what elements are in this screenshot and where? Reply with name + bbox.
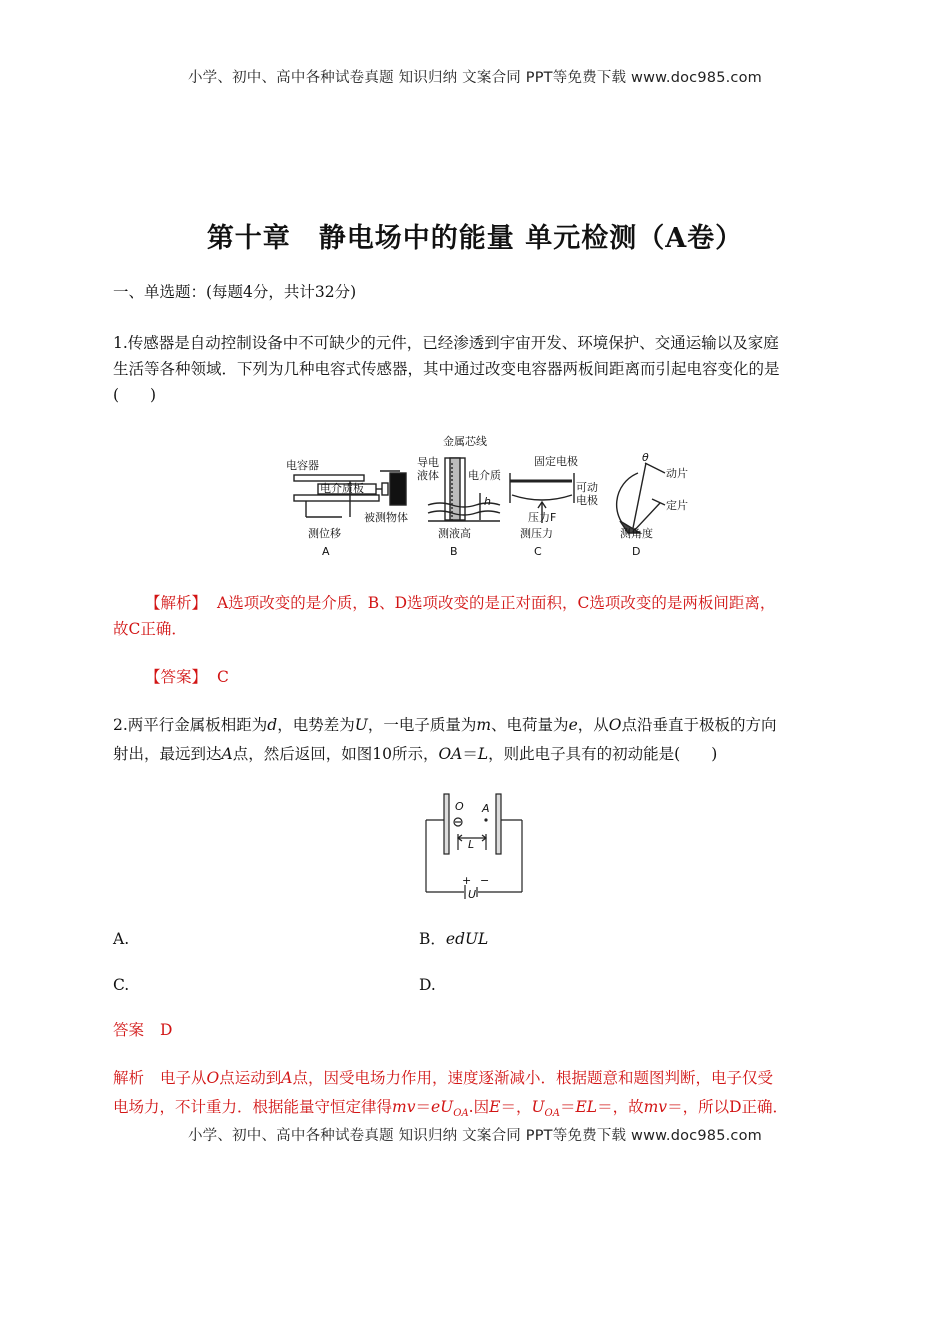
q2-stem-line2: 射出，最远到达A点，然后返回，如图10所示，OA＝L，则此电子具有的初动能是( ) (113, 745, 718, 763)
fig-d-letter: D (632, 545, 641, 558)
q1-analysis-tag: 【解析】 (145, 594, 208, 612)
q2-option-a: A. (113, 930, 130, 948)
q2-option-b: B．edUL (419, 930, 489, 948)
fig-d-label-fixed: 定片 (666, 499, 688, 512)
q1-figure (280, 433, 700, 563)
fig-b-label-liquid-1: 导电 (417, 456, 439, 469)
q1-stem-line2: 生活等各种领域．下列为几种电容式传感器，其中通过改变电容器两板间距离而引起电容变化的是 (113, 360, 780, 378)
fig-a-label-dielectric: 电介质板 (320, 482, 364, 495)
section-heading: 一、单选题：(每题4分，共计32分) (113, 283, 357, 301)
fig-c-letter: C (534, 545, 542, 558)
q2-analysis-line2: 电场力，不计重力．根据能量守恒定律得$mv=eU_{OA}$.因E＝，$U_{OA}=EL=$，故mv＝，所以D正确． (113, 1098, 788, 1120)
q2-fig-label-o: O (455, 800, 464, 813)
q2-fig-label-minus: − (480, 874, 490, 887)
fig-b-label-liquid-2: 液体 (417, 469, 439, 482)
q2-option-d: D. (419, 976, 436, 994)
fig-c-label-force: 压力F (528, 511, 557, 524)
fig-b-label-core: 金属芯线 (443, 435, 487, 448)
fig-b-caption: 测液高 (438, 527, 471, 540)
q1-stem-line3: ( ) (113, 386, 157, 404)
fig-a-caption: 测位移 (308, 527, 341, 540)
q2-fig-label-plus: + (462, 874, 472, 887)
q2-answer: 答案 D (113, 1021, 173, 1039)
q1-analysis-line1 (145, 590, 775, 616)
fig-c-caption: 测压力 (520, 527, 553, 540)
q1-analysis-line2: 故C正确． (113, 620, 187, 638)
fig-a-label-object: 被测物体 (364, 511, 408, 524)
q2-fig-label-l: L (468, 838, 475, 851)
fig-c-label-movable-1: 可动 (576, 481, 598, 494)
fig-c-label-fixed: 固定电极 (534, 455, 578, 468)
q1-stem-line1: 1.传感器是自动控制设备中不可缺少的元件，已经渗透到宇宙开发、环境保护、交通运输以及家庭 (113, 334, 779, 352)
page-header: 小学、初中、高中各种试卷真题 知识归纳 文案合同 PPT等免费下载 www.doc985.com (187, 70, 763, 86)
q2-option-c: C. (113, 976, 130, 994)
fig-c-label-movable-2: 电极 (576, 494, 598, 507)
q2-stem-line1: 2.两平行金属板相距为d，电势差为U，一电子质量为m、电荷量为e，从O点沿垂直于极板的方向 (113, 716, 777, 734)
fig-b-label-dielectric: 电介质 (468, 469, 501, 482)
fig-d-label-moving: 动片 (666, 467, 688, 480)
fig-a-label-capacitor: 电容器 (286, 459, 319, 472)
fig-d-caption: 测角度 (620, 527, 653, 540)
page-title: 第十章 静电场中的能量 单元检测（A卷） (206, 223, 744, 254)
q1-answer-tag: 【答案】 (145, 668, 208, 686)
q2-figure (420, 788, 530, 900)
fig-a-letter: A (322, 545, 330, 558)
q2-analysis-line1: 解析 电子从O点运动到A点，因受电场力作用，速度逐渐减小．根据题意和题图判断，电子仅受 (113, 1069, 773, 1087)
fig-b-letter: B (450, 545, 458, 558)
q2-fig-label-u: U (468, 888, 477, 900)
q1-answer-value: C (217, 668, 229, 686)
page-footer: 小学、初中、高中各种试卷真题 知识归纳 文案合同 PPT等免费下载 www.doc985.com (187, 1128, 763, 1144)
q1-analysis-text: A选项改变的是介质，B、D选项改变的是正对面积，C选项改变的是两板间距离， (217, 594, 776, 612)
q1-answer (145, 664, 229, 690)
q2-fig-label-a: A (482, 802, 490, 815)
fig-b-label-h: h (484, 495, 491, 508)
fig-d-label-theta: θ (642, 451, 649, 464)
